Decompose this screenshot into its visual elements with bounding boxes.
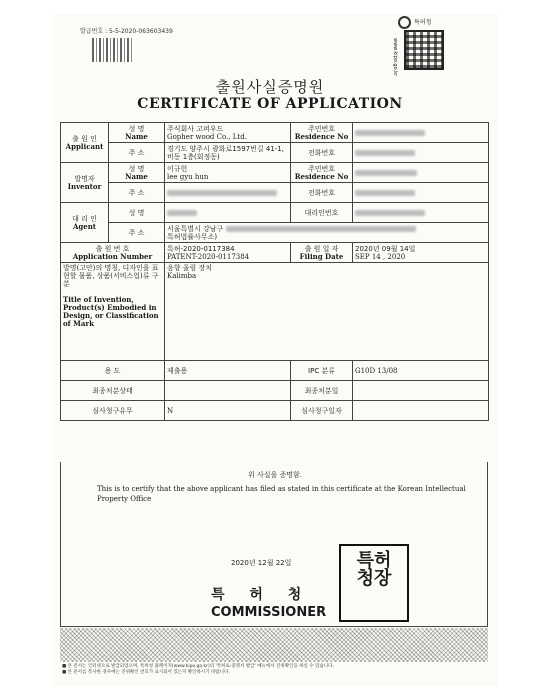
use-row: 용 도 제출용 IPC 분류 G10D 13/08 [61,361,489,381]
ipc-value: G10D 13/08 [353,361,489,381]
certification-section [60,462,488,627]
issue-number: 발급번호 : 5-5-2020-063603439 [80,28,173,35]
application-details-table [60,122,489,421]
redacted-value [355,190,415,196]
issue-date: 2020년 12월 22일 [231,559,292,567]
applicant-section-label: 출 원 인 Applicant [61,123,109,163]
agent-section-label: 대 리 인 Agent [61,203,109,243]
applicant-phone [353,143,489,163]
qr-side-text: www.kipo.go.kr [392,38,398,77]
exam-request-row: 심사청구유무 N 심사청구일자 [61,401,489,421]
application-number: 특허-2020-0117384 PATENT-2020-0117384 [165,243,291,263]
applicant-name: 주식회사 고퍼우드 Gopher wood Co., Ltd. [165,123,291,143]
applicant-residence-no [353,123,489,143]
agent-address-row: 주 소 서울특별시 강남구 특허법률사무소) [61,223,489,243]
inventor-section-label: 발명자 Inventor [61,163,109,203]
agent-name [165,203,291,223]
final-status-row: 최종처분상태 최종처분일 [61,381,489,401]
certify-english: This is to certify that the above applicant has filed as stated in this certificate at the Korean Intellectual Property Office [97,485,466,503]
agent-address: 서울특별시 강남구 특허법률사무소) [165,223,489,243]
exam-request-date-value [353,401,489,421]
inventor-name-row: 발명자 Inventor 성 명 Name 이규헌 lee gyu hun 주민번호 Residence No [61,163,489,183]
official-seal-stamp: 특허 청장 [339,544,409,622]
redacted-value [167,190,277,196]
final-status-value [165,381,291,401]
title-korean: 출원사실증명원 [215,78,325,96]
redacted-value [355,150,415,156]
office-name: 특 허 청 [211,587,312,603]
issuer-logo: 특허청 [398,16,431,29]
commissioner-title: COMMISSIONER [211,605,327,620]
inventor-phone [353,183,489,203]
inventor-address [165,183,291,203]
redacted-value [355,130,425,136]
use-value: 제출용 [165,361,291,381]
final-date-value [353,381,489,401]
redacted-value [355,210,425,216]
application-number-row: 출 원 번 호 Application Number 특허-2020-0117384 PATENT-2020-0117384 출 원 일 자 Filing Date 2020년 09월 14일 SEP 14 , 2020 [61,243,489,263]
invention-title-label: 발명(고안)의 명칭, 디자인을 표현할 물품, 상품(서비스업)류 구분 Title of Invention, Product(s) Embodied in Design, or Classification of Mark [61,263,165,361]
redacted-value [355,170,417,176]
inventor-name: 이규헌 lee gyu hun [165,163,291,183]
inventor-address-row: 주 소 전화번호 [61,183,489,203]
filing-date: 2020년 09월 14일 SEP 14 , 2020 [353,243,489,263]
qr-code-image [404,30,444,70]
redacted-value [167,210,197,216]
certify-korean: 위 사실을 증명함. [247,471,302,479]
invention-title: 음향 울림 장치 Kalimba [165,263,489,361]
footer-notes: ■ 본 문서는 인터넷으로 발급되었으며, 특허청 홈페이지(www.kipo.go.kr)의 '특허로-증명서 발급' 메뉴에서 진위확인을 하실 수 있습니다. ■ 본 문서를 복사한 경우에는 진위확인 번호가 표시되어 있는지 확인하시기 바랍니다. [62,664,334,675]
applicant-address: 경기도 양주시 광화로1597번길 41-1, 비동 1층(회정동) [165,143,291,163]
title-english: CERTIFICATE OF APPLICATION [137,96,403,112]
redacted-value [226,226,416,232]
applicant-name-row: 출 원 인 Applicant 성 명 Name 주식회사 고퍼우드 Gopher wood Co., Ltd. 주민번호 Residence No [61,123,489,143]
agent-name-row: 대 리 인 Agent 성 명 대리인번호 [61,203,489,223]
agent-number [353,203,489,223]
applicant-address-row: 주 소 경기도 양주시 광화로1597번길 41-1, 비동 1층(회정동) 전화번호 [61,143,489,163]
invention-title-row [61,263,489,361]
exam-request-value: N [165,401,291,421]
inventor-residence-no [353,163,489,183]
barcode-image [92,38,134,62]
kipo-logo-icon [398,16,411,29]
security-pattern [60,628,488,662]
